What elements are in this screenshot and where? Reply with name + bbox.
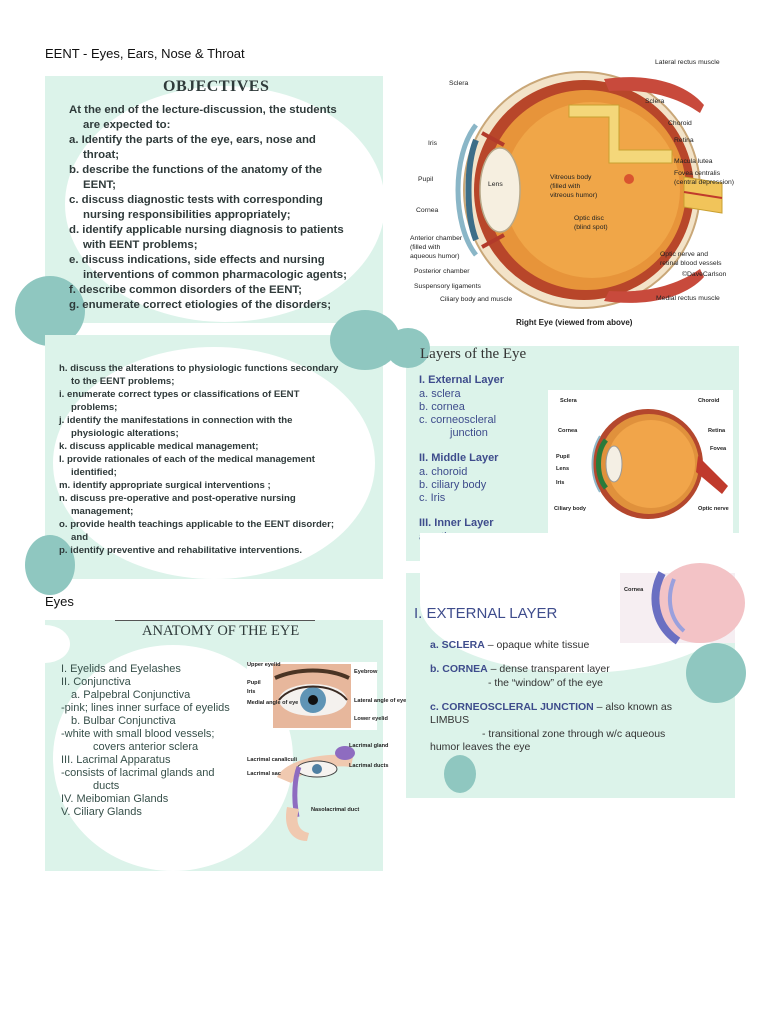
lacrimal-apparatus-panel	[247, 737, 389, 845]
label-lacrimal-canaliculi: Lacrimal canaliculi	[247, 757, 298, 763]
objectives-line: interventions of common pharmacologic agents;	[83, 269, 347, 281]
junction-desc-cont: humor leaves the eye	[430, 741, 531, 753]
middle-layer-title: II. Middle Layer	[419, 452, 499, 464]
label-macula-lutea: Macula lutea	[674, 158, 713, 165]
label-upper-eyelid: Upper eyelid	[247, 662, 281, 668]
objectives-line: f. describe common disorders of the EENT;	[69, 284, 302, 296]
lacrimal-apparatus-illustration	[247, 737, 377, 845]
label-nasolacrimal-duct: Nasolacrimal duct	[311, 807, 360, 813]
label-medial-angle: Medial angle of eye	[247, 700, 299, 706]
objectives-line: with EENT problems;	[83, 239, 198, 251]
cornea-term: b. CORNEA	[430, 663, 488, 675]
label-lacrimal-sac: Lacrimal sac	[247, 771, 281, 777]
label-eyebrow: Eyebrow	[354, 669, 378, 675]
label-choroid: Choroid	[668, 120, 692, 127]
external-layer-item: junction	[450, 427, 488, 439]
label-optic-disc-note: (blind spot)	[574, 224, 608, 231]
eye-photo	[273, 664, 351, 728]
label-retina: Retina	[708, 428, 726, 434]
section-label-eyes: Eyes	[45, 594, 74, 609]
objectives-line: d. identify applicable nursing diagnosis to patients	[69, 224, 344, 236]
cornea-tag-label: Cornea	[624, 587, 644, 593]
objectives-line: are expected to:	[83, 119, 171, 131]
slide-anatomy-of-eye	[45, 620, 407, 871]
label-pupil: Pupil	[247, 680, 261, 686]
diagram-copyright: ©DaveCarlson	[682, 271, 727, 278]
junction-desc-cont: - transitional zone through w/c aqueous	[482, 728, 666, 740]
slide-external-layer	[406, 573, 735, 798]
anatomy-heading: ANATOMY OF THE EYE	[142, 623, 300, 639]
label-vitreous-body: Vitreous body	[550, 174, 592, 181]
label-sclera: Sclera	[449, 80, 469, 87]
label-vitreous-note: vitreous humor)	[550, 192, 598, 199]
anatomy-line: III. Lacrimal Apparatus	[61, 754, 171, 766]
anatomy-line: ducts	[93, 780, 120, 792]
anatomy-line: -consists of lacrimal glands and	[61, 767, 215, 779]
decorative-circle	[444, 755, 476, 793]
junction-term: c. CORNEOSCLERAL JUNCTION	[430, 701, 594, 713]
objectives-line: h. discuss the alterations to physiologic functions secondary	[59, 363, 339, 374]
label-medial-rectus-muscle: Medial rectus muscle	[656, 295, 720, 302]
decorative-circle	[20, 625, 70, 663]
document-title: EENT - Eyes, Ears, Nose & Throat	[45, 46, 245, 61]
heading-rule	[115, 620, 315, 621]
objectives-line: p. identify preventive and rehabilitative interventions.	[59, 545, 303, 556]
objectives-line: c. discuss diagnostic tests with corresponding	[69, 194, 323, 206]
objectives-line: At the end of the lecture-discussion, the students	[69, 104, 337, 116]
cornea-illustration-panel	[620, 573, 735, 643]
label-lacrimal-gland: Lacrimal gland	[349, 743, 389, 749]
label-ciliary-body: Ciliary body	[554, 506, 587, 512]
layers-eye-illustration	[548, 390, 733, 538]
objectives-line: j. identify the manifestations in connection with the	[59, 415, 293, 426]
middle-layer-item: a. choroid	[419, 466, 468, 478]
objectives-line: l. provide rationales of each of the medical management	[59, 454, 315, 465]
anatomy-line: covers anterior sclera	[93, 741, 199, 753]
anatomy-line: I. Eyelids and Eyelashes	[61, 663, 181, 675]
external-layer-item: c. corneoscleral	[419, 414, 497, 426]
objectives-line: to the EENT problems;	[71, 376, 175, 387]
junction-desc-cont: LIMBUS	[430, 714, 470, 726]
objectives-line: g. enumerate correct etiologies of the disorders;	[69, 299, 332, 311]
eye-cross-section-diagram	[404, 55, 744, 330]
objectives-line: management;	[71, 506, 134, 517]
sclera-desc: – opaque white tissue	[484, 639, 590, 651]
objectives-line: n. discuss pre-operative and post-operative nursing	[59, 493, 296, 504]
label-retina: Retina	[674, 137, 694, 144]
label-suspensory-ligaments: Suspensory ligaments	[414, 283, 481, 290]
slide-objectives	[45, 76, 383, 323]
objectives-line: e. discuss indications, side effects and nursing	[69, 254, 325, 266]
external-layer-item: b. cornea	[419, 401, 465, 413]
label-fovea-note: (central depression)	[674, 179, 735, 186]
label-iris: Iris	[556, 480, 565, 486]
anatomy-line: V. Ciliary Glands	[61, 806, 142, 818]
label-lens: Lens	[556, 466, 570, 472]
label-anterior-note: aqueous humor)	[410, 253, 460, 260]
anatomy-line: -pink; lines inner surface of eyelids	[61, 702, 230, 714]
label-sclera-right: Sclera	[645, 98, 665, 105]
junction-desc: – also known as	[593, 701, 672, 713]
objectives-line: i. enumerate correct types or classifications of EENT	[59, 389, 300, 400]
anatomy-line: II. Conjunctiva	[61, 676, 131, 688]
label-iris: Iris	[247, 689, 256, 695]
cornea-desc-cont: - the “window” of the eye	[488, 677, 603, 689]
objectives-line: k. discuss applicable medical management;	[59, 441, 259, 452]
label-ciliary-body: Ciliary body and muscle	[440, 296, 513, 303]
objectives-line: and	[71, 532, 89, 543]
objectives-line: a. Identify the parts of the eye, ears, nose and	[69, 134, 316, 146]
sclera-term: a. SCLERA	[430, 639, 485, 651]
objectives-line: problems;	[71, 402, 118, 413]
label-optic-nerve: Optic nerve and	[660, 251, 708, 258]
label-lateral-rectus-muscle: Lateral rectus muscle	[655, 59, 720, 66]
label-iris: Iris	[428, 140, 438, 147]
label-optic-nerve: Optic nerve	[698, 506, 729, 512]
cornea-illustration	[620, 573, 735, 643]
anatomy-line: a. Palpebral Conjunctiva	[71, 689, 191, 701]
objectives-line: throat;	[83, 149, 120, 161]
objectives-line: EENT;	[83, 179, 116, 191]
label-fovea: Fovea	[710, 446, 727, 452]
label-posterior-chamber: Posterior chamber	[414, 268, 470, 275]
objectives-line: m. identify appropriate surgical interventions ;	[59, 480, 271, 491]
inner-layer-title: III. Inner Layer	[419, 517, 494, 529]
objectives-line: b. describe the functions of the anatomy of the	[69, 164, 323, 176]
label-pupil: Pupil	[418, 176, 434, 183]
sclera-definition	[430, 639, 589, 651]
anatomy-line: b. Bulbar Conjunctiva	[71, 715, 176, 727]
objectives-line: nursing responsibilities appropriately;	[83, 209, 291, 221]
label-anterior-note: (filled with	[410, 244, 441, 251]
label-lateral-angle: Lateral angle of eye	[354, 698, 407, 704]
label-lower-eyelid: Lower eyelid	[354, 716, 388, 722]
layers-heading: Layers of the Eye	[420, 346, 527, 362]
external-layer-item: a. sclera	[419, 388, 461, 400]
cornea-desc: – dense transparent layer	[487, 663, 610, 675]
middle-layer-item: b. ciliary body	[419, 479, 487, 491]
label-lens: Lens	[488, 181, 503, 188]
label-choroid: Choroid	[698, 398, 720, 404]
objectives-line: o. provide health teachings applicable to the EENT disorder;	[59, 519, 335, 530]
layers-diagram-panel	[548, 390, 733, 538]
slide-objectives-continued	[45, 335, 383, 579]
label-sclera: Sclera	[560, 398, 577, 404]
eye-photo-panel	[247, 662, 407, 730]
cornea-definition	[430, 663, 610, 675]
label-pupil: Pupil	[556, 454, 570, 460]
middle-layer-item: c. Iris	[419, 492, 446, 504]
anatomy-line: -white with small blood vessels;	[61, 728, 215, 740]
objectives-line: physiologic alterations;	[71, 428, 179, 439]
label-anterior-chamber: Anterior chamber	[410, 235, 463, 242]
external-layer-title: I. External Layer	[419, 374, 504, 386]
label-vitreous-note: (filled with	[550, 183, 581, 190]
label-cornea: Cornea	[416, 207, 439, 214]
label-optic-nerve-note: retinal blood vessels	[660, 260, 722, 267]
anatomy-line: IV. Meibomian Glands	[61, 793, 169, 805]
label-cornea: Cornea	[558, 428, 578, 434]
objectives-heading: OBJECTIVES	[163, 78, 270, 95]
label-lacrimal-ducts: Lacrimal ducts	[349, 763, 389, 769]
slide-layers-of-eye	[406, 346, 739, 561]
decorative-circle	[686, 643, 746, 703]
junction-definition	[430, 701, 672, 713]
objectives-line: identified;	[71, 467, 117, 478]
diagram-caption: Right Eye (viewed from above)	[516, 318, 633, 327]
label-optic-disc: Optic disc	[574, 215, 604, 222]
label-fovea-centralis: Fovea centralis	[674, 170, 721, 177]
external-layer-heading: I. EXTERNAL LAYER	[414, 605, 558, 622]
decorative-circle	[25, 535, 75, 595]
